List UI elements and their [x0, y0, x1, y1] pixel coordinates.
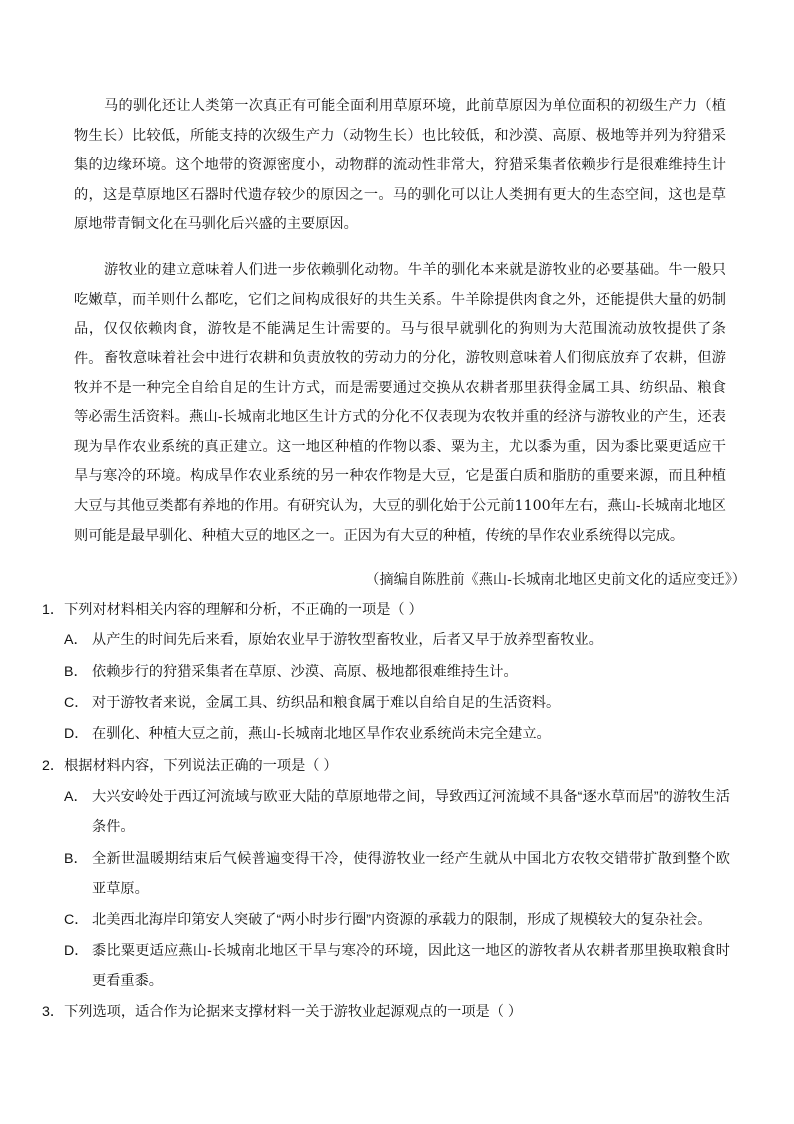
passage-paragraph: 畜牧意味着社会中进行农耕和负责放牧的劳动力的分化，游牧则意味着人们彻底放弃了农耕，但游牧并不是一种完全自给自足的生计方式，而是需要通过交换从农耕者那里获得金属工具、纺织品、粮食等必需生活资料。燕山-长城南北地区生计方式的分化不仅表现为农牧并重的经济与游牧业的产生，还表现为旱作农业系统的真正建立。这一地区种植的作物以黍、粟为主，尤以黍为重，因为黍比粟更适应干旱与寒冷的环境。构成旱作农业系统的另一种农作物是大豆，它是蛋白质和脂肪的重要来源，而且种植大豆与其他豆类都有养地的作用。有研究认为，大豆的驯化始于公元前1100年左右，燕山-长城南北地区则可能是最早驯化、种植大豆的地区之一。正因为有大豆的种植，传统的旱作农业系统得以完成。 — [74, 350, 726, 544]
question-option — [64, 626, 730, 656]
option-text: 对于游牧者来说，金属工具、纺织品和粮食属于难以自给自足的生活资料。 — [92, 695, 561, 711]
question-option — [64, 937, 730, 996]
option-letter: A． — [64, 632, 88, 648]
question-option — [64, 689, 730, 719]
option-text: 从产生的时间先后来看，原始农业早于游牧型畜牧业，后者又早于放养型畜牧业。 — [92, 632, 603, 648]
option-letter: C． — [64, 695, 89, 711]
question-stem: 3．下列选项，适合作为论据来支撑材料一关于游牧业起源观点的一项是（ ） — [42, 1004, 523, 1020]
option-text: 大兴安岭处于西辽河流域与欧亚大陆的草原地带之间，导致西辽河流域不具备“逐水草而居”的游牧生活条件。 — [92, 789, 730, 835]
option-text: 依赖步行的狩猎采集者在草原、沙漠、高原、极地都很难维持生计。 — [92, 664, 518, 680]
passage-paragraph: 马的驯化还让人类第一次真正有可能全面利用草原环境，此前草原因为单位面积的初级生产力（植物生长）比较低，所能支持的次级生产力（动物生长）也比较低，和沙漠、高原、极地等并列为狩猎采集的边缘环境。这个地带的资源密度小，动物群的流动性非常大，狩猎采集者依赖步行是很难维持生计的，这是草原地区石器时代遗存较少的原因之一。马的驯化可以让人类拥有更大的生态空间，这也是草原地带青铜文化在马驯化后兴盛的主要原因。 — [74, 98, 726, 233]
option-text: 北美西北海岸印第安人突破了“两小时步行圈”内资源的承载力的限制，形成了规模较大的复杂社会。 — [92, 912, 712, 928]
question-option — [64, 658, 730, 688]
passage-paragraph: 游牧业的建立意味着人们进一步依赖驯化动物。牛羊的驯化本来就是游牧业的必要基础。牛一般只吃嫩草，而羊则什么都吃，它们之间构成很好的共生关系。牛羊除提供肉食之外，还能提供大量的奶制品，仅仅依赖肉食，游牧是不能满足生计需要的。马与很早就驯化的狗则为大范围流动放牧提供了条件。 — [74, 262, 726, 367]
question-option — [64, 906, 730, 936]
option-letter: D． — [64, 943, 89, 959]
option-letter: B． — [64, 664, 88, 680]
option-letter: C． — [64, 912, 89, 928]
option-text: 全新世温暖期结束后气候普遍变得干冷，使得游牧业一经产生就从中国北方农牧交错带扩散到整个欧亚草原。 — [92, 851, 730, 897]
question-option — [64, 720, 730, 750]
question-stem: 1．下列对材料相关内容的理解和分析，不正确的一项是（ ） — [42, 602, 423, 618]
option-letter: D． — [64, 726, 89, 742]
option-text: 在驯化、种植大豆之前，燕山-长城南北地区旱作农业系统尚未完全建立。 — [92, 726, 551, 742]
passage-source: （摘编自陈胜前《燕山-长城南北地区史前文化的适应变迁》） — [365, 572, 746, 588]
option-text: 黍比粟更适应燕山-长城南北地区干旱与寒冷的环境，因此这一地区的游牧者从农耕者那里换取粮食时更看重黍。 — [92, 943, 730, 989]
question-option — [64, 783, 730, 842]
option-letter: A． — [64, 789, 88, 805]
option-letter: B． — [64, 851, 88, 867]
question-option — [64, 845, 730, 904]
question-stem: 2．根据材料内容，下列说法正确的一项是（ ） — [42, 758, 338, 774]
